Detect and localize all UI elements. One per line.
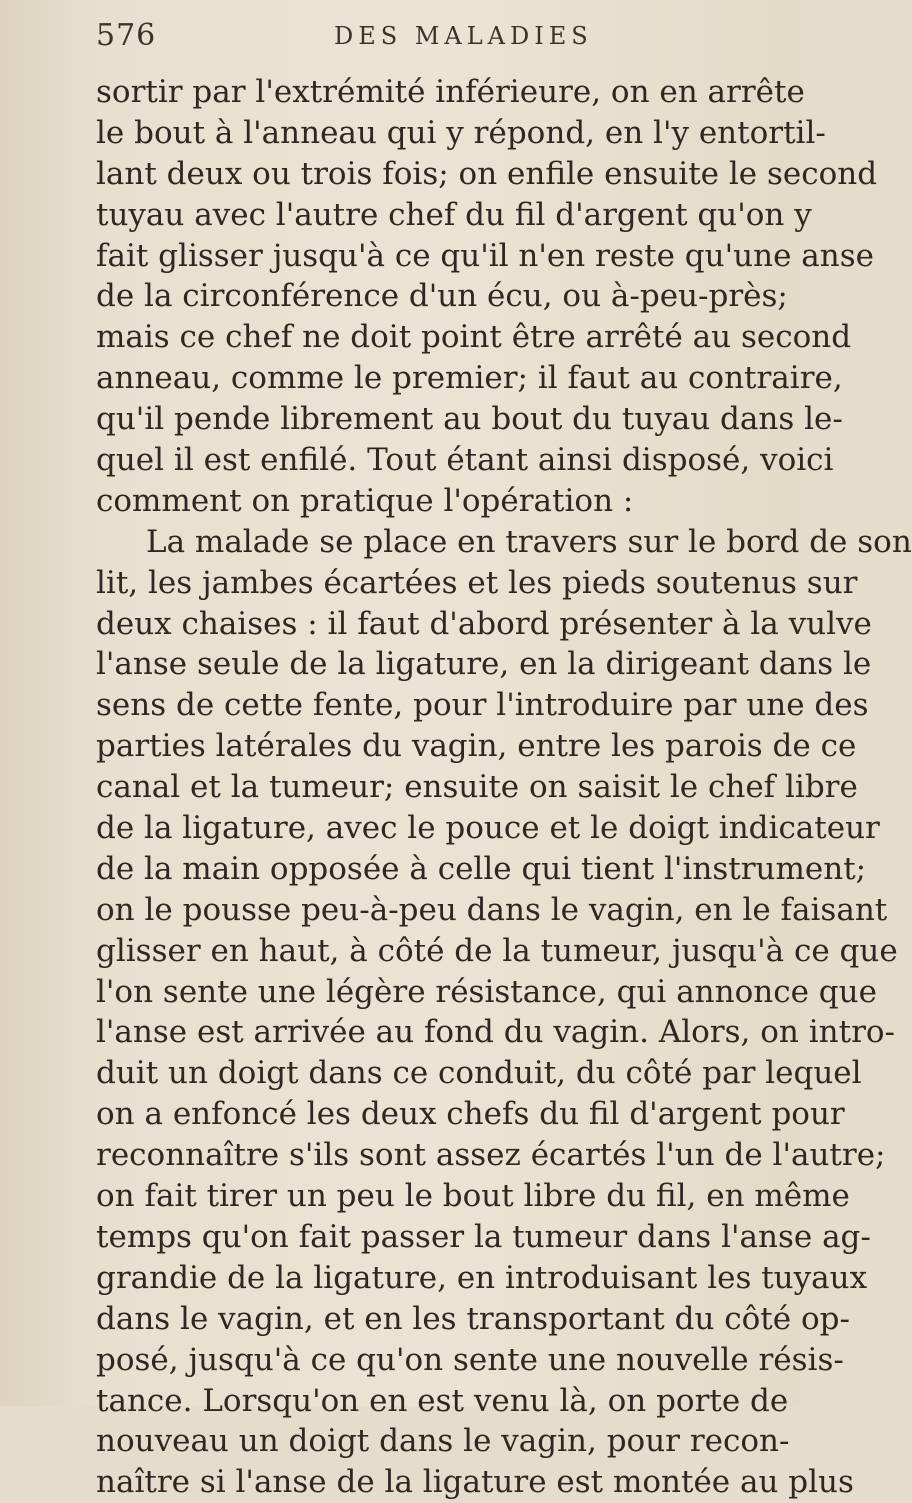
text-line: lant deux ou trois fois; on enfile ensuite le second (96, 155, 878, 192)
text-line: de la ligature, avec le pouce et le doigt indicateur (96, 810, 880, 847)
text-line: l'anse est arrivée au fond du vagin. Alors, on intro- (96, 1014, 896, 1051)
text-line: anneau, comme le premier; il faut au contraire, (96, 360, 843, 397)
text-line: de la circonférence d'un écu, ou à-peu-près; (96, 278, 788, 315)
text-line: sens de cette fente, pour l'introduire par une des (96, 687, 869, 724)
page-header (96, 18, 756, 58)
text-line: l'on sente une légère résistance, qui annonce que (96, 973, 877, 1010)
running-head: DES MALADIES (334, 22, 593, 50)
text-line: posé, jusqu'à ce qu'on sente une nouvelle résis- (96, 1341, 844, 1378)
text-line: duit un doigt dans ce conduit, du côté par lequel (96, 1055, 862, 1092)
text-line: nouveau un doigt dans le vagin, pour recon- (96, 1423, 790, 1460)
text-line: canal et la tumeur; ensuite on saisit le chef libre (96, 769, 858, 806)
text-line: mais ce chef ne doit point être arrêté au second (96, 319, 852, 356)
text-line: comment on pratique l'opération : (96, 482, 634, 519)
text-line: reconnaître s'ils sont assez écartés l'un de l'autre; (96, 1137, 886, 1174)
text-line: grandie de la ligature, en introduisant les tuyaux (96, 1259, 868, 1296)
text-line: de la main opposée à celle qui tient l'instrument; (96, 850, 867, 887)
text-line: lit, les jambes écartées et les pieds soutenus sur (96, 564, 858, 601)
text-line: temps qu'on fait passer la tumeur dans l'anse ag- (96, 1218, 871, 1255)
text-line: fait glisser jusqu'à ce qu'il n'en reste qu'une anse (96, 237, 874, 274)
page-number: 576 (96, 18, 157, 53)
text-line: dans le vagin, et en les transportant du côté op- (96, 1300, 850, 1337)
text-line: tance. Lorsqu'on en est venu là, on porte de (96, 1382, 789, 1419)
paragraph-start-line: La malade se place en travers sur le bord de son (146, 523, 912, 560)
text-line: deux chaises : il faut d'abord présenter à la vulve (96, 605, 872, 642)
text-line: l'anse seule de la ligature, en la dirigeant dans le (96, 646, 872, 683)
text-line: on a enfoncé les deux chefs du fil d'argent pour (96, 1096, 845, 1133)
text-line: on fait tirer un peu le bout libre du fil, en même (96, 1178, 850, 1215)
text-line: quel il est enfilé. Tout étant ainsi disposé, voici (96, 442, 834, 479)
text-line: on le pousse peu-à-peu dans le vagin, en le faisant (96, 891, 888, 928)
text-line: naître si l'anse de la ligature est montée au plus (96, 1464, 854, 1501)
text-line: qu'il pende librement au bout du tuyau dans le- (96, 401, 843, 438)
text-line: le bout à l'anneau qui y répond, en l'y entortil- (96, 114, 826, 151)
body-text (96, 72, 912, 1503)
text-line: tuyau avec l'autre chef du fil d'argent qu'on y (96, 196, 812, 233)
text-line: parties latérales du vagin, entre les parois de ce (96, 728, 857, 765)
text-line: glisser en haut, à côté de la tumeur, jusqu'à ce que (96, 932, 898, 969)
text-line: sortir par l'extrémité inférieure, on en arrête (96, 74, 805, 110)
